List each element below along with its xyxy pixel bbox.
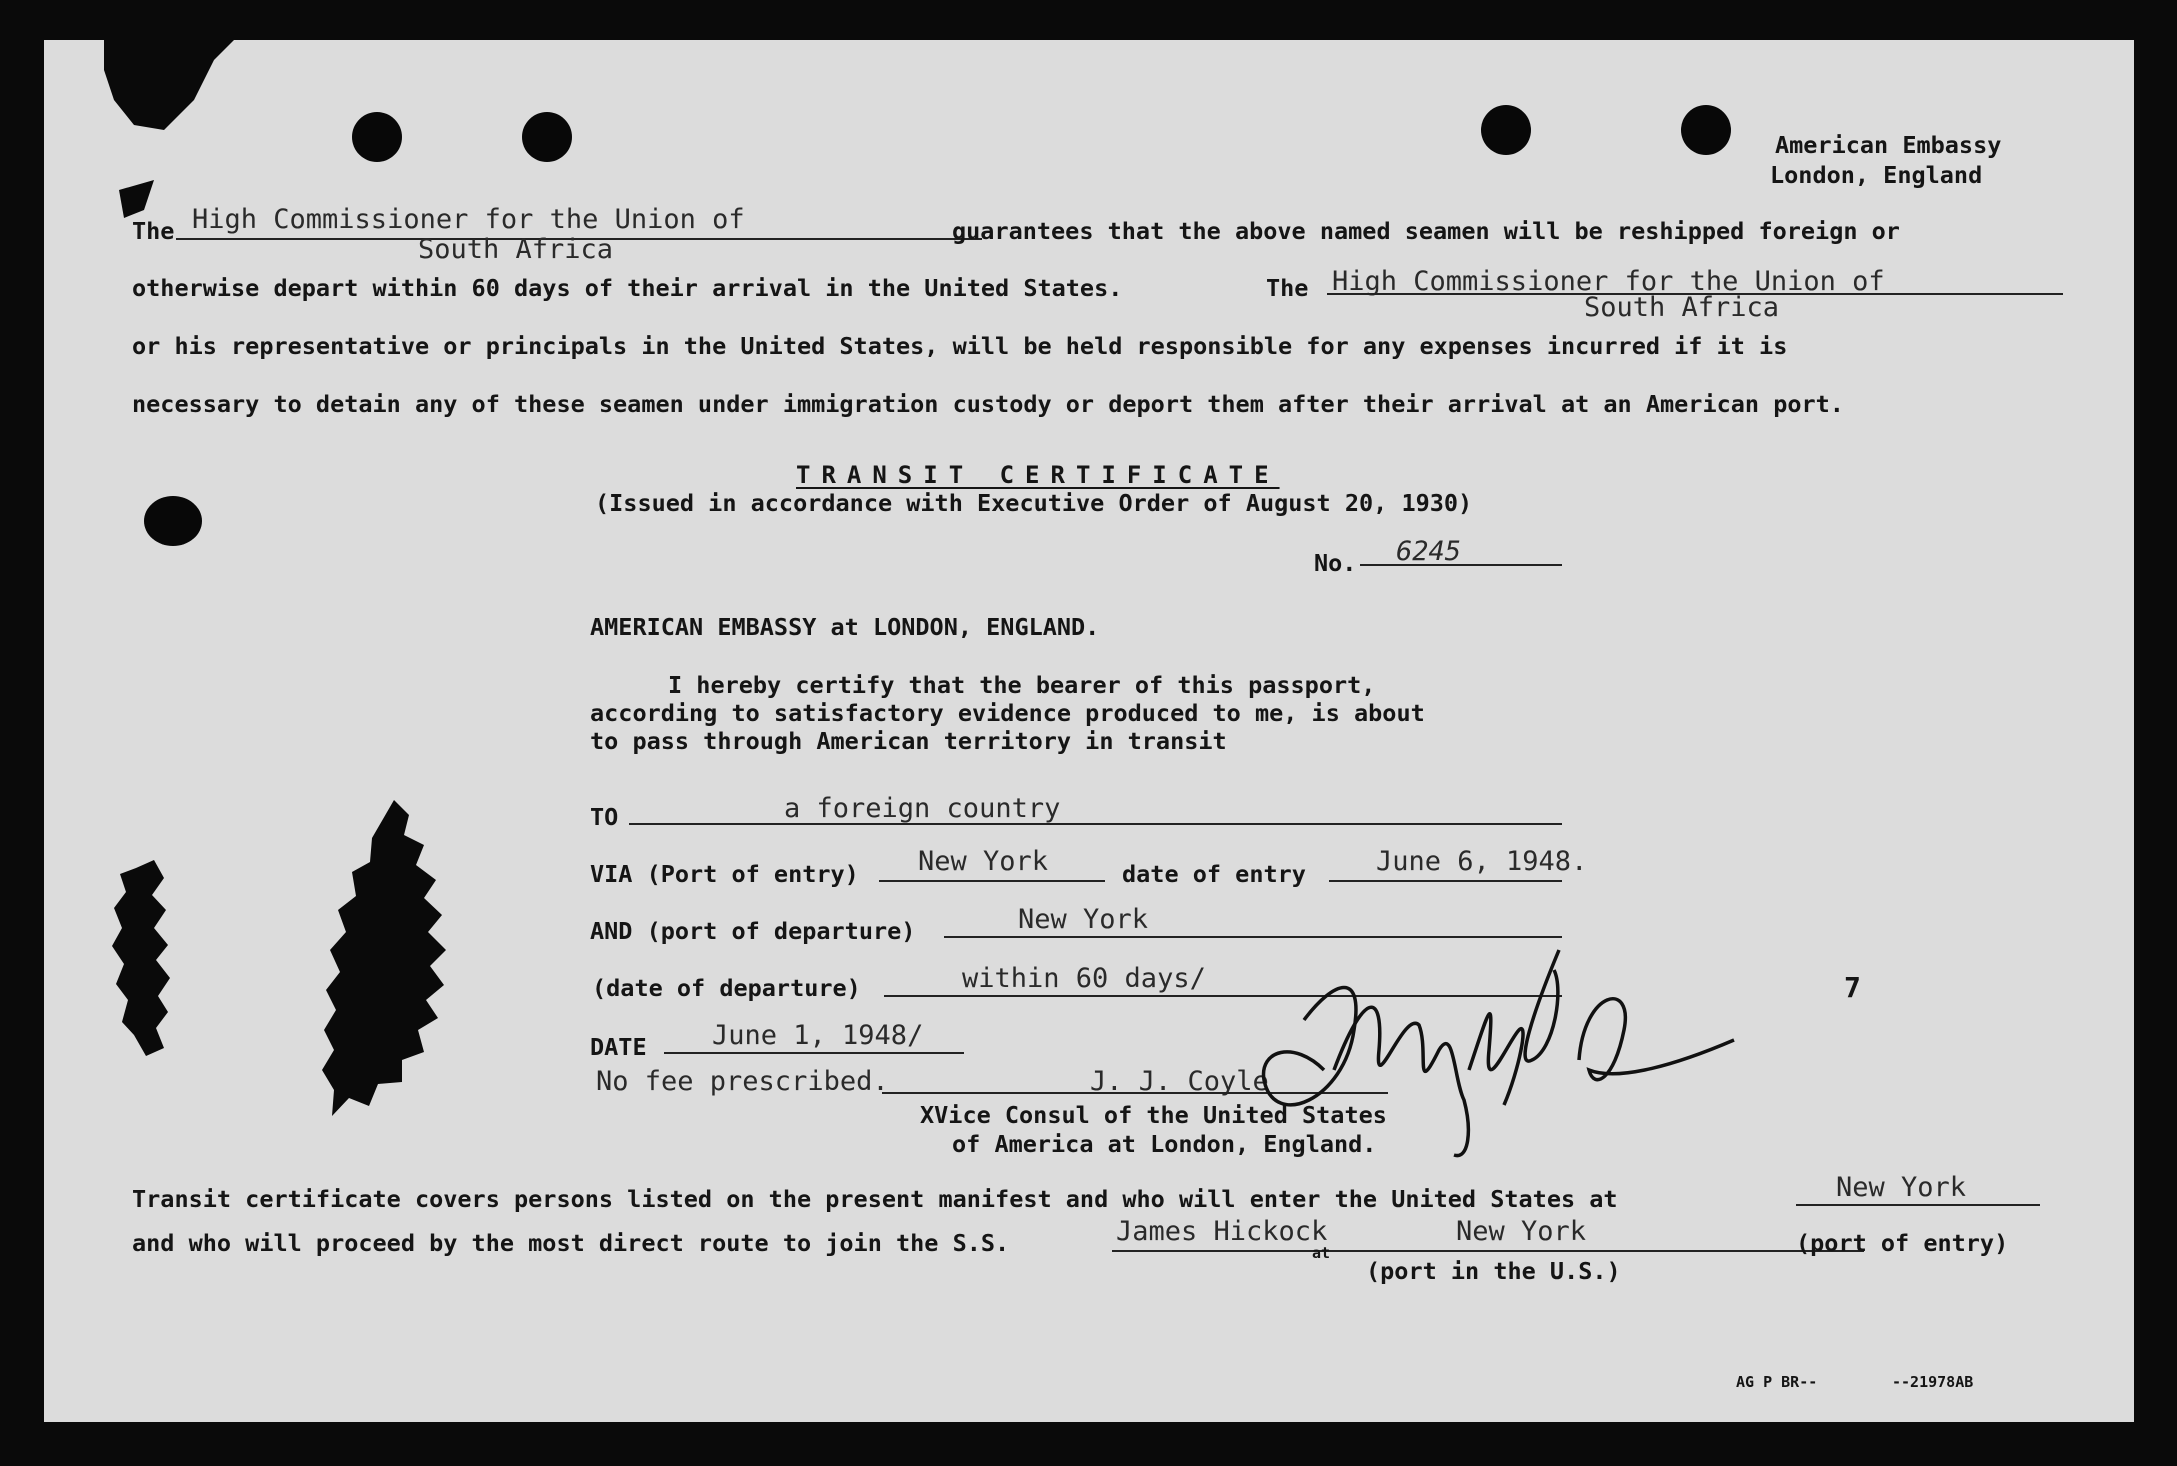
guarantee-text1: guarantees that the above named seamen will be reshipped foreign or bbox=[952, 217, 1900, 245]
to-label: TO bbox=[590, 803, 619, 831]
guarantee-text4: necessary to detain any of these seamen under immigration custody or deport them after their arrival at an American port. bbox=[132, 390, 1844, 418]
punch-hole bbox=[352, 112, 402, 162]
ship-name-value: James Hickock bbox=[1116, 1216, 1328, 1247]
guarantor2-name-line1: High Commissioner for the Union of bbox=[1332, 266, 1885, 297]
margin-mark: 7 bbox=[1844, 971, 1861, 1004]
punch-hole bbox=[1681, 105, 1731, 155]
departure-date-label: (date of departure) bbox=[592, 974, 861, 1002]
certificate-no-line bbox=[1360, 564, 1562, 566]
embassy-heading-line2: London, England bbox=[1770, 161, 1983, 189]
guarantee-the: The bbox=[132, 217, 175, 245]
issuing-embassy: AMERICAN EMBASSY at LONDON, ENGLAND. bbox=[590, 613, 1100, 641]
handwritten-signature bbox=[1214, 930, 1774, 1190]
fee-note: No fee prescribed. bbox=[596, 1066, 889, 1097]
footer-text1: Transit certificate covers persons listed on the present manifest and who will enter the United States at bbox=[132, 1185, 1618, 1213]
guarantor2-name-line2: South Africa bbox=[1584, 292, 1780, 323]
entry-date-label: date of entry bbox=[1122, 860, 1306, 888]
departure-date-value: within 60 days/ bbox=[962, 963, 1206, 994]
document-page bbox=[44, 40, 2134, 1422]
punch-hole bbox=[522, 112, 572, 162]
to-field-line bbox=[629, 823, 1562, 825]
via-field-line bbox=[879, 880, 1105, 882]
issue-date-value: June 1, 1948/ bbox=[712, 1020, 924, 1051]
footer-port-line bbox=[1796, 1204, 2040, 1206]
form-code1: AG P BR-- bbox=[1736, 1373, 1818, 1391]
guarantor-name-line2: South Africa bbox=[418, 234, 614, 265]
signer-title-line1: XVice Consul of the United States bbox=[920, 1101, 1387, 1129]
entry-date-line bbox=[1329, 880, 1562, 882]
issue-date-label: DATE bbox=[590, 1033, 647, 1061]
port-of-entry-label: (port of entry) bbox=[1796, 1229, 2009, 1257]
signer-title-line2: of America at London, England. bbox=[952, 1130, 1377, 1158]
departure-port-label: AND (port of departure) bbox=[590, 917, 916, 945]
punch-hole bbox=[144, 496, 202, 546]
via-value: New York bbox=[918, 846, 1049, 877]
guarantee-text2: otherwise depart within 60 days of their arrival in the United States. bbox=[132, 274, 1123, 302]
port-in-us-label: (port in the U.S.) bbox=[1366, 1257, 1621, 1285]
footer-port2-value: New York bbox=[1456, 1216, 1587, 1247]
seal-mark bbox=[64, 760, 534, 1160]
embassy-heading-line1: American Embassy bbox=[1775, 131, 2002, 159]
footer-at: at bbox=[1312, 1244, 1331, 1262]
guarantor-name-line1: High Commissioner for the Union of bbox=[192, 204, 745, 235]
certify-line1: I hereby certify that the bearer of this passport, bbox=[668, 671, 1376, 699]
certify-line2: according to satisfactory evidence produced to me, is about bbox=[590, 699, 1425, 727]
footer-text2: and who will proceed by the most direct route to join the S.S. bbox=[132, 1229, 1010, 1257]
punch-hole bbox=[1481, 105, 1531, 155]
signer-name: J. J. Coyle bbox=[1090, 1066, 1269, 1097]
guarantee-text3: or his representative or principals in the United States, will be held responsible for any expenses incurred if it is bbox=[132, 332, 1788, 360]
certificate-no-label: No. bbox=[1314, 549, 1357, 577]
issue-date-line bbox=[664, 1052, 964, 1054]
footer-ship-line bbox=[1112, 1250, 1864, 1252]
form-code2: --21978AB bbox=[1892, 1373, 1974, 1391]
guarantee-the2: The bbox=[1266, 274, 1309, 302]
via-label: VIA (Port of entry) bbox=[590, 860, 859, 888]
certify-line3: to pass through American territory in transit bbox=[590, 727, 1227, 755]
footer-port-value: New York bbox=[1836, 1172, 1967, 1203]
certificate-no-value: 6245 bbox=[1396, 536, 1462, 567]
certificate-subtitle: (Issued in accordance with Executive Order of August 20, 1930) bbox=[595, 489, 1473, 517]
entry-date-value: June 6, 1948. bbox=[1376, 846, 1588, 877]
to-value: a foreign country bbox=[784, 793, 1061, 824]
departure-port-value: New York bbox=[1018, 904, 1149, 935]
certificate-title: TRANSIT CERTIFICATE bbox=[796, 461, 1280, 489]
